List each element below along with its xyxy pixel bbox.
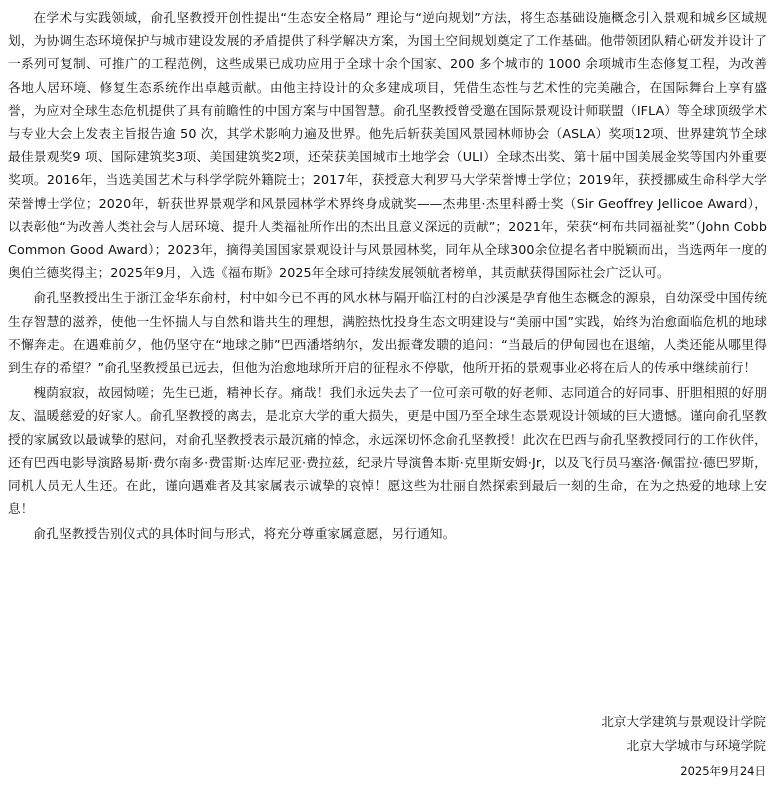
paragraph-achievements: 在学术与实践领域，俞孔坚教授开创性提出“生态安全格局” 理论与“逆向规划”方法，将生态基础设施概念引入景观和城乡区域规划，为协调生态环境保护与城市建设发展的矛盾提供了科学解决方案，为国土空间规划奠定了工作基础。他带领团队精心研发并设计了一系列可复制、可推广的工程范例，这些成果已成功应用于全球十余个国家、200 多个城市的 1000 余项城市生态修复工程，为改善各地人居环境、修复生态系统作出卓越贡献。由他主持设计的众多建成项目，凭借生态性与艺术性的完美融合，在国际舞台上享有盛誉，为应对全球生态危机提供了具有前瞻性的中国方案与中国智慧。俞孔坚教授曾受邀在国际景观设计师联盟（IFLA）等全球顶级学术与专业大会上发表主旨报告逾 50 次，其学术影响力遍及世界。他先后斩获美国风景园林师协会（ASLA）奖项12项、世界建筑节全球最佳景观奖9 项、国际建筑奖3项、美国建筑奖2项，还荣获美国城市土地学会（ULI）全球杰出奖、第十届中国美展金奖等国内外重要奖项。2016年，当选美国艺术与科学学院外籍院士；2017年，获授意大利罗马大学荣誉博士学位；2019年，获授挪威生命科学大学荣誉博士学位；2020年，斩获世界景观学和风景园林学术界终身成就奖——杰弗里·杰里科爵士奖（Sir Geoffrey Jellicoe Award），以表彰他“为改善人类社会与人居环境、提升人类福祉所作出的杰出且意义深远的贡献”；2021年，荣获“柯布共同福祉奖”（John Cobb Common Good Award）；2023年，摘得美国国家景观设计与风景园林奖，同年从全球300余位提名者中脱颖而出，当选两年一度的奥伯兰德奖得主；2025年9月，入选《福布斯》2025年全球可持续发展领航者榜单，其贡献获得国际社会广泛认可。 bbox=[8, 10, 767, 281]
paragraph-biography: 俞孔坚教授出生于浙江金华东俞村，村中如今已不再的风水林与隔开临江村的白沙溪是孕育他生态概念的源泉，自幼深受中国传统生存智慧的滋养，使他一生怀揣人与自然和谐共生的理想，满腔热忱投身生态文明建设与“美丽中国”实践，始终为治愈面临危机的地球不懈奔走。在遇难前夕，他仍坚守在“地球之肺”巴西潘塔纳尔，发出振聋发聩的追问：“当最后的伊甸园也在退缩，人类还能从哪里得到生存的希望？”俞孔坚教授虽已远去，但他为治愈地球所开启的征程永不停歇，他所开拓的景观事业必将在后人的传承中继续前行！ bbox=[8, 290, 767, 376]
paragraph-farewell-notice: 俞孔坚教授告别仪式的具体时间与形式，将充分尊重家属意愿，另行通知。 bbox=[33, 526, 456, 542]
signature-date: 2025年9月24日 bbox=[680, 764, 766, 778]
paragraph-condolence: 槐荫寂寂，故园恸嗟；先生已逝，精神长存。痛哉！我们永远失去了一位可亲可敬的好老师、志同道合的好同事、肝胆相照的好朋友、温暖慈爱的好家人。俞孔坚教授的离去，是北京大学的重大损失，更是中国乃至全球生态景观设计领域的巨大遗憾。谨向俞孔坚教授的家属致以最诚挚的慰问，对俞孔坚教授表示最沉痛的悼念，永远深切怀念俞孔坚教授！此次在巴西与俞孔坚教授同行的工作伙伴，还有巴西电影导演路易斯·费尔南多·费雷斯·达库尼亚·费拉兹，纪录片导演鲁本斯·克里斯安姆·Jr，以及飞行员马塞洛·佩雷拉·德巴罗斯，同机人员无人生还。在此，谨向遇难者及其家属表示诚挚的哀悼！愿这些为壮丽自然探索到最后一刻的生命，在为之热爱的地球上安息！ bbox=[8, 385, 767, 517]
signature-org-architecture: 北京大学建筑与景观设计学院 bbox=[601, 714, 766, 729]
signature-org-urban-environment: 北京大学城市与环境学院 bbox=[626, 738, 766, 753]
